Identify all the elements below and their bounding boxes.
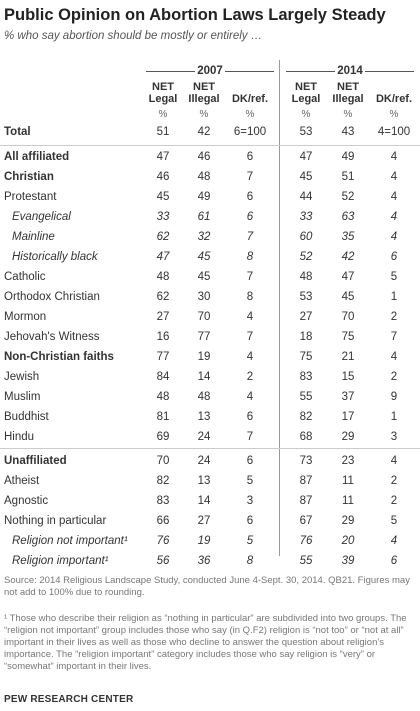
table-cell: 46: [197, 151, 211, 163]
table-cell: 66: [156, 515, 170, 527]
table-cell: 13: [197, 475, 211, 487]
table-cell: 6: [246, 515, 254, 527]
table-cell: 81: [156, 411, 170, 423]
table-cell: 23: [341, 455, 355, 467]
table-cell: 51: [341, 171, 355, 183]
table-cell: 27: [299, 311, 313, 323]
unit-label: %: [158, 109, 168, 120]
table-row: [0, 269, 420, 289]
table-cell: 47: [156, 151, 170, 163]
table-cell: 52: [299, 251, 313, 263]
table-cell: 87: [299, 475, 313, 487]
table-cell: 16: [156, 331, 170, 343]
row-label: Jewish: [4, 371, 40, 383]
table-cell: 48: [197, 391, 211, 403]
table-cell: 3: [390, 431, 398, 443]
table-cell: 67: [299, 515, 313, 527]
table-cell: 4: [246, 311, 254, 323]
year-label: 2007: [197, 65, 223, 77]
table-cell: 4=100: [377, 126, 411, 138]
table-cell: 48: [299, 271, 313, 283]
table-cell: 32: [197, 231, 211, 243]
column-header: [140, 81, 186, 105]
column-header: [325, 81, 371, 105]
column-header-line2: Illegal: [188, 93, 220, 105]
table-cell: 48: [156, 391, 170, 403]
table-cell: 8: [246, 291, 254, 303]
row-label: Mainline: [12, 231, 55, 243]
table-row: [0, 453, 420, 473]
table-cell: 19: [197, 351, 211, 363]
table-cell: 70: [341, 311, 355, 323]
table-row: [0, 149, 420, 169]
row-label: Unaffiliated: [4, 455, 67, 467]
table-cell: 6: [246, 211, 254, 223]
table-row: [0, 309, 420, 329]
table-cell: 70: [156, 455, 170, 467]
table-cell: 2: [390, 495, 398, 507]
row-label: Protestant: [4, 191, 57, 203]
table-cell: 73: [299, 455, 313, 467]
table-cell: 17: [341, 411, 355, 423]
row-label: Jehovah's Witness: [4, 331, 100, 343]
table-cell: 4: [390, 211, 398, 223]
table-cell: 6: [390, 251, 398, 263]
table-cell: 4: [246, 391, 254, 403]
table-cell: 5: [246, 535, 254, 547]
table-cell: 76: [299, 535, 313, 547]
table-cell: 60: [299, 231, 313, 243]
table-cell: 3: [246, 495, 254, 507]
table-cell: 53: [299, 126, 313, 138]
table-cell: 45: [156, 191, 170, 203]
table-cell: 9: [390, 391, 398, 403]
row-label: Nothing in particular: [4, 515, 107, 527]
table-cell: 49: [341, 151, 355, 163]
table-cell: 6: [246, 151, 254, 163]
column-header-line1: NET: [295, 81, 317, 93]
row-label: Hindu: [4, 431, 35, 443]
row-label: Mormon: [4, 311, 47, 323]
row-label: Buddhist: [4, 411, 49, 423]
table-cell: 33: [156, 211, 170, 223]
table-cell: 27: [197, 515, 211, 527]
year-rule-left: [146, 71, 195, 72]
table-cell: 49: [197, 191, 211, 203]
table-row: [0, 329, 420, 349]
column-header-line1: DK/ref.: [375, 93, 413, 105]
row-label: Religion important¹: [12, 555, 109, 567]
table-cell: 5: [390, 271, 398, 283]
table-cell: 75: [341, 331, 355, 343]
table-cell: 1: [390, 411, 398, 423]
table-cell: 55: [299, 391, 313, 403]
column-header: [181, 81, 227, 105]
row-label: Historically black: [12, 251, 98, 263]
table-row: [0, 229, 420, 249]
table-row: [0, 493, 420, 513]
table-cell: 7: [246, 171, 254, 183]
row-label: Non-Christian faiths: [4, 351, 114, 363]
table-cell: 6=100: [233, 126, 267, 138]
year-rule-right: [365, 71, 414, 72]
table-cell: 7: [246, 271, 254, 283]
table-cell: 7: [246, 431, 254, 443]
table-cell: 14: [197, 371, 211, 383]
column-header-line2: Illegal: [332, 93, 364, 105]
table-cell: 2: [390, 475, 398, 487]
table-row: [0, 189, 420, 209]
column-header-line1: NET: [152, 81, 174, 93]
table-cell: 29: [341, 431, 355, 443]
table-row: [0, 389, 420, 409]
column-header-line1: DK/ref.: [231, 93, 269, 105]
table-cell: 45: [197, 271, 211, 283]
table-cell: 56: [156, 555, 170, 567]
table-cell: 5: [390, 515, 398, 527]
table-cell: 47: [341, 271, 355, 283]
table-cell: 44: [299, 191, 313, 203]
source-note: Source: 2014 Religious Landscape Study, conducted June 4-Sept. 30, 2014. QB21. Figures may not add to 100% due to rounding.: [4, 575, 410, 598]
unit-label: %: [343, 109, 353, 120]
column-header-line1: NET: [337, 81, 359, 93]
table-cell: 24: [197, 455, 211, 467]
table-cell: 51: [156, 126, 170, 138]
table-row: [0, 409, 420, 429]
table-cell: 46: [156, 171, 170, 183]
column-header-line1: NET: [193, 81, 215, 93]
unit-label: %: [199, 109, 209, 120]
table-row: [0, 429, 420, 449]
table-cell: 82: [299, 411, 313, 423]
table-row: [0, 473, 420, 493]
column-header: [371, 93, 417, 105]
year-header-2014: [286, 64, 414, 78]
table-cell: 8: [246, 555, 254, 567]
column-header-line2: Legal: [148, 93, 178, 105]
table-cell: 18: [299, 331, 313, 343]
table-row: [0, 513, 420, 533]
table-cell: 35: [341, 231, 355, 243]
table-cell: 20: [341, 535, 355, 547]
table-cell: 5: [246, 475, 254, 487]
table-row: [0, 124, 420, 144]
table-cell: 61: [197, 211, 211, 223]
table-row: [0, 533, 420, 553]
table-cell: 4: [390, 535, 398, 547]
table-cell: 82: [156, 475, 170, 487]
table-cell: 27: [156, 311, 170, 323]
table-cell: 42: [341, 251, 355, 263]
table-row: [0, 249, 420, 269]
table-cell: 11: [342, 475, 354, 487]
table-cell: 6: [246, 455, 254, 467]
table-cell: 75: [299, 351, 313, 363]
table-cell: 77: [156, 351, 170, 363]
row-label: Orthodox Christian: [4, 291, 100, 303]
table-cell: 4: [390, 171, 398, 183]
table-cell: 77: [197, 331, 211, 343]
table-cell: 4: [390, 191, 398, 203]
table-cell: 7: [246, 231, 254, 243]
unit-label: %: [245, 109, 255, 120]
table-cell: 4: [390, 231, 398, 243]
column-header: [283, 81, 329, 105]
unit-label: %: [301, 109, 311, 120]
table-cell: 24: [197, 431, 211, 443]
table-row: [0, 169, 420, 189]
chart-title: Public Opinion on Abortion Laws Largely Steady: [4, 6, 386, 24]
table-cell: 48: [197, 171, 211, 183]
table-cell: 76: [156, 535, 170, 547]
table-row: [0, 209, 420, 229]
table-cell: 30: [197, 291, 211, 303]
year-rule-left: [286, 71, 335, 72]
table-cell: 8: [246, 251, 254, 263]
table-cell: 45: [341, 291, 355, 303]
table-cell: 4: [246, 351, 254, 363]
table-cell: 48: [156, 271, 170, 283]
brand-label: PEW RESEARCH CENTER: [4, 694, 134, 705]
row-label: Evangelical: [12, 211, 71, 223]
table-cell: 83: [156, 495, 170, 507]
table-cell: 39: [341, 555, 355, 567]
table-row: [0, 369, 420, 389]
table-cell: 7: [390, 331, 398, 343]
table-row: [0, 289, 420, 309]
table-cell: 2: [246, 371, 254, 383]
table-cell: 11: [342, 495, 354, 507]
table-cell: 6: [390, 555, 398, 567]
row-label: Agnostic: [4, 495, 49, 507]
table-cell: 52: [341, 191, 355, 203]
table-cell: 62: [156, 231, 170, 243]
table-cell: 2: [390, 311, 398, 323]
row-label: Catholic: [4, 271, 46, 283]
table-cell: 45: [197, 251, 211, 263]
table-row: [0, 349, 420, 369]
table-cell: 29: [341, 515, 355, 527]
table-cell: 21: [341, 351, 355, 363]
table-cell: 6: [246, 411, 254, 423]
unit-label: %: [389, 109, 399, 120]
table-cell: 83: [299, 371, 313, 383]
table-cell: 87: [299, 495, 313, 507]
table-cell: 15: [341, 371, 355, 383]
table-cell: 47: [156, 251, 170, 263]
year-header-2007: [146, 64, 274, 78]
table-cell: 6: [246, 191, 254, 203]
year-rule-right: [225, 71, 274, 72]
row-label: Total: [4, 126, 31, 138]
row-label: Religion not important¹: [12, 535, 128, 547]
table-cell: 63: [341, 211, 355, 223]
table-cell: 69: [156, 431, 170, 443]
year-label: 2014: [337, 65, 363, 77]
table-row: [0, 553, 420, 573]
row-separator: [0, 145, 420, 146]
table-cell: 55: [299, 555, 313, 567]
table-cell: 13: [197, 411, 211, 423]
column-header-line2: Legal: [291, 93, 321, 105]
row-label: All affiliated: [4, 151, 70, 163]
table-cell: 47: [299, 151, 313, 163]
table-cell: 36: [197, 555, 211, 567]
column-header: [227, 93, 273, 105]
table-cell: 1: [390, 291, 398, 303]
footnote: ¹ Those who describe their religion as “nothing in particular” are subdivided into two groups. The “religion not important” group includes those who say (in Q.F2) religion is “not too” or “not at all” important in their lives as well as those who decline to answer the question about religion’s importance. The “religion important” category includes those who say religion is “very” or “somewhat” important in their lives.: [4, 613, 407, 672]
table-cell: 2: [390, 371, 398, 383]
table-cell: 4: [390, 351, 398, 363]
row-label: Atheist: [4, 475, 40, 487]
table-cell: 7: [246, 331, 254, 343]
table-cell: 33: [299, 211, 313, 223]
row-label: Muslim: [4, 391, 41, 403]
table-cell: 43: [341, 126, 355, 138]
table-cell: 4: [390, 455, 398, 467]
table-cell: 70: [197, 311, 211, 323]
table-cell: 19: [197, 535, 211, 547]
table-cell: 4: [390, 151, 398, 163]
table-cell: 62: [156, 291, 170, 303]
table-cell: 37: [341, 391, 355, 403]
table-cell: 14: [197, 495, 211, 507]
table-cell: 42: [197, 126, 211, 138]
table-cell: 84: [156, 371, 170, 383]
table-cell: 68: [299, 431, 313, 443]
row-label: Christian: [4, 171, 54, 183]
table-cell: 45: [299, 171, 313, 183]
table-cell: 53: [299, 291, 313, 303]
chart-subtitle: % who say abortion should be mostly or entirely …: [4, 30, 263, 42]
